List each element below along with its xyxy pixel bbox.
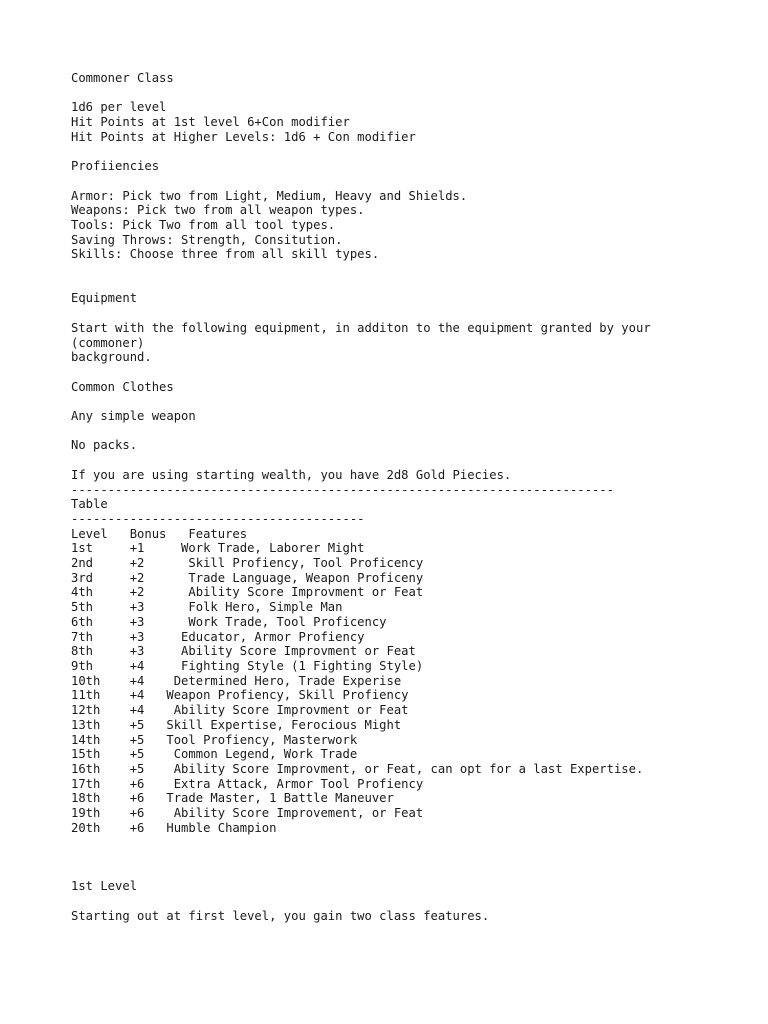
spacer — [71, 453, 751, 468]
table-label: Table — [71, 497, 108, 512]
table-row: 11th +4 Weapon Profiency, Skill Profiency — [71, 688, 409, 703]
level-table-rows — [71, 541, 751, 835]
table-row: 6th +3 Work Trade, Tool Proficency — [71, 614, 387, 629]
short-divider: ---------------------------------------- — [71, 511, 365, 526]
equipment-heading: Equipment — [71, 291, 138, 306]
table-row: 14th +5 Tool Profiency, Masterwork — [71, 732, 358, 747]
table-row: 9th +4 Fighting Style (1 Fighting Style) — [71, 658, 424, 673]
table-row: 2nd +2 Skill Profiency, Tool Proficency — [71, 556, 424, 571]
spacer — [71, 86, 751, 101]
table-row: 19th +6 Ability Score Improvement, or Feat — [71, 806, 424, 821]
table-row: 7th +3 Educator, Armor Profiency — [71, 629, 365, 644]
equipment-intro-line-1: Start with the following equipment, in additon to the equipment granted by your — [71, 320, 651, 335]
table-row: 3rd +2 Trade Language, Weapon Proficeny — [71, 570, 424, 585]
table-row: 8th +3 Ability Score Improvment or Feat — [71, 644, 416, 659]
table-row: 18th +6 Trade Master, 1 Battle Maneuver — [71, 791, 394, 806]
tools-proficiency: Tools: Pick Two from all tool types. — [71, 217, 336, 232]
skills-proficiency: Skills: Choose three from all skill types. — [71, 247, 380, 262]
spacer — [71, 174, 751, 189]
table-row: 20th +6 Humble Champion — [71, 820, 277, 835]
document-page — [71, 71, 751, 924]
hit-dice-line: 1d6 per level — [71, 100, 167, 115]
table-row: 12th +4 Ability Score Improvment or Feat — [71, 703, 409, 718]
spacer — [71, 894, 751, 909]
table-row: 15th +5 Common Legend, Work Trade — [71, 747, 358, 762]
spacer — [71, 306, 751, 321]
saving-throws: Saving Throws: Strength, Consitution. — [71, 232, 343, 247]
long-divider: -------------------------------------------------------------------------- — [71, 482, 614, 497]
table-row: 17th +6 Extra Attack, Armor Tool Profiency — [71, 776, 424, 791]
equipment-intro-line-2: (commoner) — [71, 335, 145, 350]
table-row: 13th +5 Skill Expertise, Ferocious Might — [71, 717, 402, 732]
spacer — [71, 365, 751, 380]
armor-proficiency: Armor: Pick two from Light, Medium, Heavy and Shields. — [71, 188, 468, 203]
table-row: 5th +3 Folk Hero, Simple Man — [71, 600, 343, 615]
spacer — [71, 145, 751, 160]
proficiencies-heading: Profiiencies — [71, 159, 160, 174]
document-title: Commoner Class — [71, 71, 174, 85]
spacer — [71, 835, 751, 879]
equipment-weapon: Any simple weapon — [71, 409, 196, 424]
table-header: Level Bonus Features — [71, 526, 248, 541]
first-level-heading: 1st Level — [71, 879, 138, 894]
table-row: 10th +4 Determined Hero, Trade Experise — [71, 673, 402, 688]
table-row: 16th +5 Ability Score Improvment, or Feat, can opt for a last Expertise. — [71, 761, 644, 776]
equipment-intro-line-3: background. — [71, 350, 152, 365]
spacer — [71, 424, 751, 439]
equipment-clothes: Common Clothes — [71, 379, 174, 394]
starting-wealth: If you are using starting wealth, you have 2d8 Gold Piecies. — [71, 467, 512, 482]
equipment-packs: No packs. — [71, 438, 138, 453]
table-row: 4th +2 Ability Score Improvment or Feat — [71, 585, 424, 600]
table-row: 1st +1 Work Trade, Laborer Might — [71, 541, 365, 556]
spacer — [71, 394, 751, 409]
weapons-proficiency: Weapons: Pick two from all weapon types. — [71, 203, 365, 218]
hit-points-higher-levels: Hit Points at Higher Levels: 1d6 + Con modifier — [71, 129, 416, 144]
first-level-text: Starting out at first level, you gain two class features. — [71, 908, 490, 923]
hit-points-first-level: Hit Points at 1st level 6+Con modifier — [71, 115, 350, 130]
spacer — [71, 262, 751, 291]
